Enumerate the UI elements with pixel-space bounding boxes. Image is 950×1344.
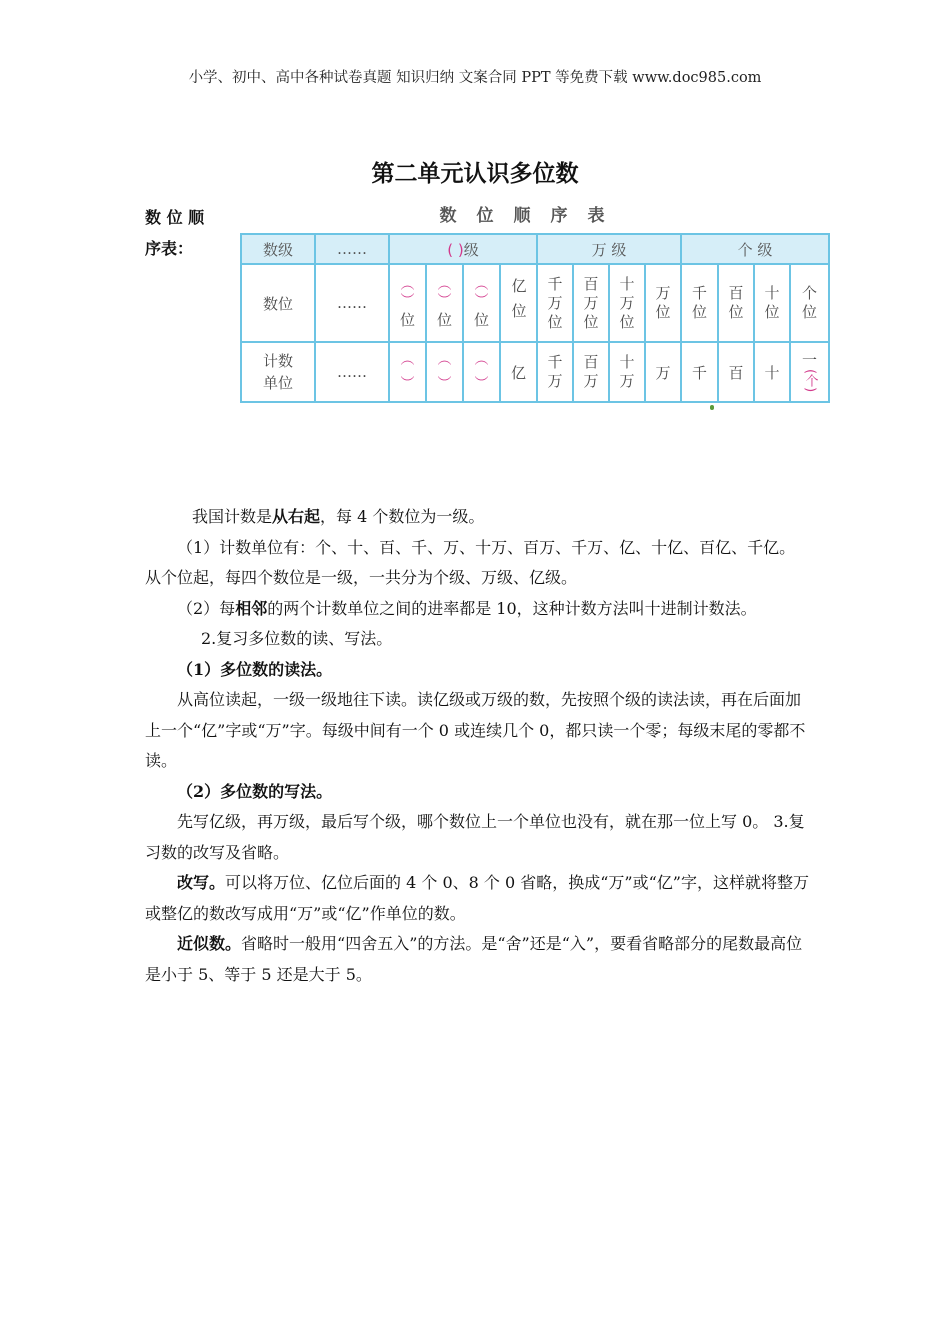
table-row-levels (241, 234, 829, 264)
cell-unit: 千 (681, 342, 718, 402)
text-span: 省略时一般用“四舍五入”的方法。是“舍”还是“入”，要看省略部分的尾数最高位是小于 5、等于 5 还是大于 5。 (145, 934, 803, 984)
paragraph: （1）计数单位有：个、十、百、千、万、十万、百万、千万、亿、十亿、百亿、千亿。 从个位起，每四个数位是一级，一共分为个级、万级、亿级。 (145, 537, 796, 587)
table-row-digits (241, 264, 829, 342)
paragraph (145, 502, 810, 533)
paragraph: 从高位读起，一级一级地往下读。读亿级或万级的数，先按照个级的读法读，再在后面加上一个“亿”字或“万”字。每级中间有一个 0 或连续几个 0，都只读一个零；每级末尾的零都不读。 (145, 690, 806, 770)
cell-unit: 十万 (609, 342, 645, 402)
unit-last-top: 一 (802, 351, 818, 370)
unit-label-text: 计数单位 (262, 352, 293, 392)
blank-suffix: 位 (473, 311, 489, 329)
section-heading: （2）多位数的写法。 (177, 781, 333, 801)
decorative-dot (710, 405, 714, 410)
unit-last-answer: (个) (802, 369, 818, 393)
cell-unit-last (790, 342, 829, 402)
cell-wan-level: 万 级 (537, 234, 681, 264)
cell-digit-label: 数位 (241, 264, 315, 342)
paragraph: 2.复习多位数的读、写法。 (201, 629, 393, 648)
bold-text: 近似数。 (177, 934, 242, 953)
cell-digit: 十万位 (609, 264, 645, 342)
cell-unit-blank: ︵ ︶ (389, 342, 426, 402)
paragraph (145, 868, 810, 929)
bold-text: 从右起 (272, 507, 321, 526)
cell-unit: 万 (645, 342, 681, 402)
cell-digit-blank: ︵ ︶ 位 (389, 264, 426, 342)
cell-ge-level: 个 级 (681, 234, 829, 264)
cell-digit-yi: 亿位 (500, 264, 537, 342)
place-value-table (240, 233, 830, 403)
bold-text: 改写。 (177, 873, 226, 892)
paragraph: 先写亿级，再万级，最后写个级，哪个数位上一个单位也没有，就在那一位上写 0。 3.复习数的改写及省略。 (145, 812, 805, 862)
cell-digit: 百位 (718, 264, 754, 342)
page-header: 小学、初中、高中各种试卷真题 知识归纳 文案合同 PPT 等免费下载 www.doc985.com (188, 70, 762, 86)
cell-digit: 万位 (645, 264, 681, 342)
cell-digit: 千位 (681, 264, 718, 342)
cell-unit: 千万 (537, 342, 573, 402)
page-title: 第二单元认识多位数 (371, 161, 579, 187)
cell-digit-blank: ︵ ︶ 位 (426, 264, 463, 342)
yi-level-suffix: 级 (463, 240, 479, 259)
cell-unit-blank: ︵ ︶ (463, 342, 500, 402)
text-span: ，每 4 个数位为一级。 (320, 507, 485, 526)
cell-dots: …… (315, 234, 389, 264)
cell-dots: …… (315, 264, 389, 342)
cell-digit: 个位 (790, 264, 829, 342)
section-heading: （1）多位数的读法。 (177, 659, 333, 679)
cell-yi-level (389, 234, 537, 264)
place-value-table-figure (240, 197, 824, 407)
table-side-label: 数 位 顺 序表： (145, 208, 205, 258)
text-span: 可以将万位、亿位后面的 4 个 0、8 个 0 省略，换成“万”或“亿”字，这样就将整万或整亿的数改写成用“万”或“亿”作单位的数。 (145, 873, 809, 923)
cell-dots: …… (315, 342, 389, 402)
cell-unit: 百 (718, 342, 754, 402)
yi-level-blank: ( ) (447, 240, 464, 259)
cell-unit: 百万 (573, 342, 609, 402)
blank-suffix: 位 (399, 311, 415, 329)
body-text (145, 502, 810, 990)
cell-digit: 百万位 (573, 264, 609, 342)
table-row-units (241, 342, 829, 402)
cell-digit: 千万位 (537, 264, 573, 342)
cell-unit-yi: 亿 (500, 342, 537, 402)
paragraph (145, 929, 810, 990)
text-span: 的两个计数单位之间的进率都是 10，这种计数方法叫十进制计数法。 (267, 598, 757, 618)
table-caption: 数位顺序表 (439, 206, 625, 226)
cell-unit-blank: ︵ ︶ (426, 342, 463, 402)
cell-unit-label (241, 342, 315, 402)
bold-text: 相邻 (235, 598, 268, 618)
blank-suffix: 位 (436, 311, 452, 329)
cell-unit: 十 (754, 342, 790, 402)
cell-level-label: 数级 (241, 234, 315, 264)
text-span: 我国计数是 (192, 507, 273, 526)
text-span: （2）每 (177, 598, 236, 618)
cell-digit: 十位 (754, 264, 790, 342)
paragraph (145, 594, 810, 625)
cell-digit-blank: ︵ ︶ 位 (463, 264, 500, 342)
